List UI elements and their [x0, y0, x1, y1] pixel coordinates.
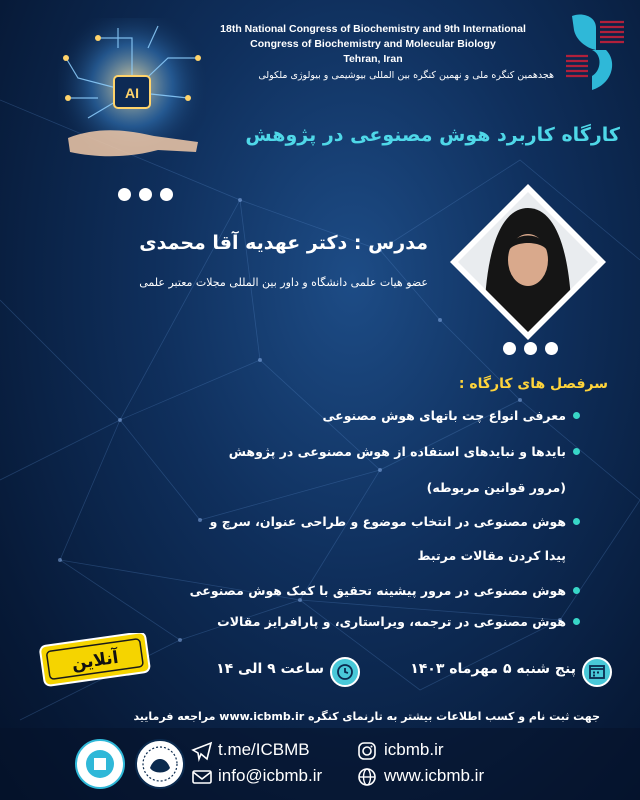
- clock-icon: [330, 657, 360, 687]
- instructor-description: عضو هیات علمی دانشگاه و داور بین المللی مجلات معتبر علمی: [139, 276, 428, 289]
- decorative-dots-top: [118, 188, 173, 201]
- society-seal: [134, 738, 186, 790]
- congress-title-fa: هجدهمین کنگره ملی و نهمین کنگره بین المللی بیوشیمی و بیولوژی ملکولی: [258, 70, 554, 81]
- congress-title-en-1: 18th National Congress of Biochemistry and 9th International: [220, 23, 526, 35]
- syllabus-item: معرفی انواع چت باتهای هوش مصنوعی: [66, 408, 566, 423]
- online-badge-label: آنلاین: [70, 647, 120, 675]
- decorative-dots-photo: [503, 342, 558, 355]
- workshop-title: کارگاه کاربرد هوش مصنوعی در پژوهش: [245, 124, 620, 146]
- bullet-icon: [573, 448, 580, 455]
- event-date: پنج شنبه ۵ مهرماه ۱۴۰۳: [410, 661, 576, 677]
- email-link[interactable]: info@icbmb.ir: [218, 766, 323, 785]
- congress-logo: [562, 10, 628, 94]
- website-link[interactable]: www.icbmb.ir: [384, 766, 485, 785]
- syllabus-item: هوش مصنوعی در مرور پیشینه تحقیق با کمک هوش مصنوعی: [66, 583, 566, 598]
- bullet-icon: [573, 587, 580, 594]
- instructor-photo: [448, 182, 608, 342]
- globe-icon[interactable]: [356, 766, 378, 788]
- bullet-icon: [573, 412, 580, 419]
- telegram-link[interactable]: t.me/ICBMB: [218, 740, 310, 759]
- congress-location: Tehran, Iran: [343, 53, 403, 65]
- instructor-name: مدرس : دکتر عهدیه آقا محمدی: [139, 232, 428, 254]
- syllabus-heading: سرفصل های کارگاه :: [458, 376, 608, 392]
- syllabus-item-continued: (مرور قوانین مربوطه): [426, 480, 566, 495]
- registration-note: جهت ثبت نام و کسب اطلاعات بیشتر به تارنمای کنگره www.icbmb.ir مراجعه فرمایید: [133, 710, 600, 723]
- email-icon[interactable]: [191, 766, 213, 788]
- calendar-icon: [582, 657, 612, 687]
- ai-hand-image: [58, 18, 206, 168]
- instagram-icon[interactable]: [356, 740, 378, 762]
- syllabus-item: هوش مصنوعی در ترجمه، ویراستاری، و پارافرایز مقالات: [66, 614, 566, 629]
- congress-seal: [74, 738, 126, 790]
- bullet-icon: [573, 618, 580, 625]
- instagram-link[interactable]: icbmb.ir: [384, 740, 444, 759]
- event-time: ساعت ۹ الی ۱۴: [216, 661, 324, 677]
- bullet-icon: [573, 518, 580, 525]
- telegram-icon[interactable]: [191, 740, 213, 762]
- ai-chip-label: AI: [125, 85, 139, 101]
- congress-title-en-2: Congress of Biochemistry and Molecular Biology: [250, 38, 496, 50]
- syllabus-item: هوش مصنوعی در انتخاب موضوع و طراحی عنوان، سرچ و: [66, 514, 566, 529]
- online-badge: [36, 633, 154, 687]
- syllabus-item-continued: پیدا کردن مقالات مرتبط: [417, 548, 566, 563]
- syllabus-item: بایدها و نبایدهای استفاده از هوش مصنوعی در پژوهش: [66, 444, 566, 459]
